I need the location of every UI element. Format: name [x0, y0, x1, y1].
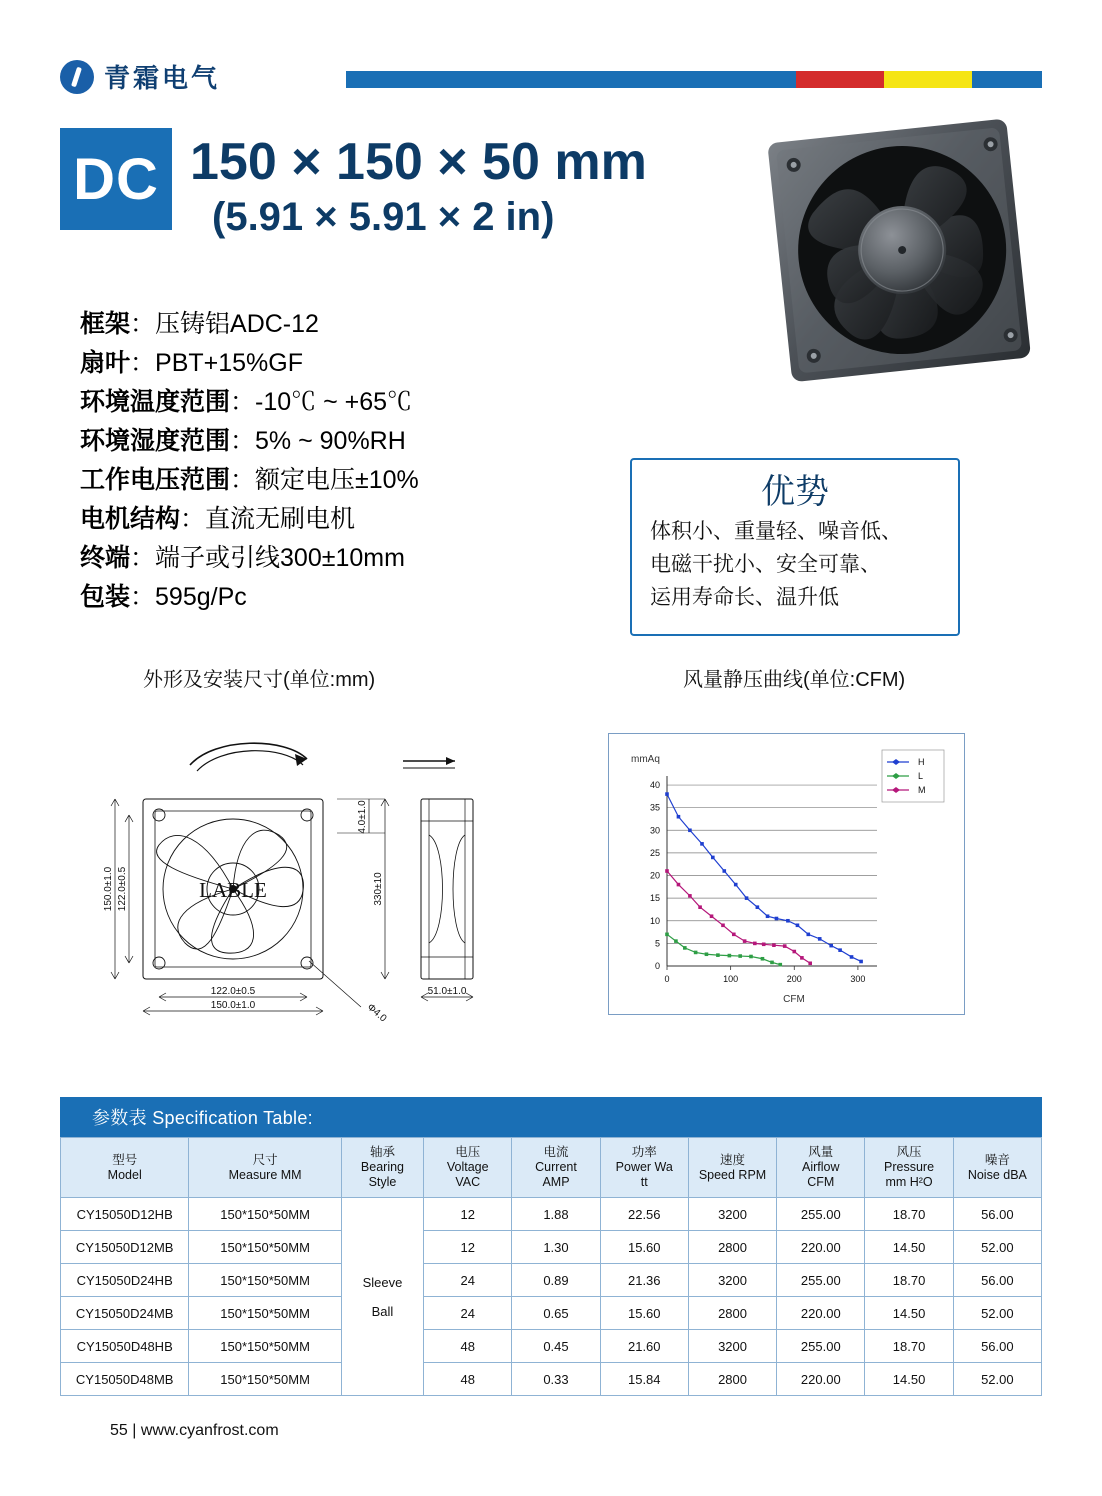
- table-row: [61, 1231, 1042, 1264]
- spec-label: 包装: [80, 583, 131, 611]
- svg-text:30: 30: [649, 825, 660, 836]
- cell-pressure: 18.70: [865, 1264, 953, 1297]
- cell-current: 0.33: [512, 1363, 600, 1396]
- cell-airflow: 220.00: [777, 1297, 865, 1330]
- cell-voltage: 48: [424, 1330, 512, 1363]
- advantage-line-3: 运用寿命长、温升低: [650, 586, 839, 609]
- spec-row: [80, 539, 600, 578]
- page-header: [60, 58, 1042, 110]
- spec-label: 电机结构: [80, 505, 181, 533]
- cell-voltage: 48: [424, 1363, 512, 1396]
- cell-airflow: 255.00: [777, 1198, 865, 1231]
- table-row: [61, 1330, 1042, 1363]
- table-row: [61, 1363, 1042, 1396]
- svg-text:15: 15: [649, 893, 660, 904]
- spec-value: ：595g/Pc: [130, 583, 247, 611]
- cell-current: 0.65: [512, 1297, 600, 1330]
- cell-power: 22.56: [600, 1198, 688, 1231]
- spec-row: [80, 500, 600, 539]
- cell-noise: 52.00: [953, 1297, 1041, 1330]
- header-color-bars: [346, 71, 1042, 88]
- spec-row: [80, 383, 600, 422]
- th-measure: 尺寸 Measure MM: [189, 1138, 341, 1198]
- cell-measure: 150*150*50MM: [189, 1198, 341, 1231]
- svg-text:200: 200: [786, 974, 802, 984]
- dim-depth: 51.0±1.0: [427, 986, 467, 997]
- cell-voltage: 12: [424, 1231, 512, 1264]
- header-bar-blue-right: [972, 71, 1042, 88]
- cell-power: 21.36: [600, 1264, 688, 1297]
- cell-pressure: 18.70: [865, 1198, 953, 1231]
- spec-value: ：端子或引线300±10mm: [130, 544, 405, 572]
- cell-speed: 2800: [688, 1297, 776, 1330]
- table-row: [61, 1297, 1042, 1330]
- th-voltage: 电压 Voltage VAC: [424, 1138, 512, 1198]
- header-bar-blue: [346, 71, 796, 88]
- chart-legend: [882, 750, 944, 802]
- advantage-line-1: 体积小、重量轻、噪音低、: [650, 520, 902, 543]
- legend-label-h: H: [918, 757, 925, 767]
- cell-airflow: 220.00: [777, 1363, 865, 1396]
- spec-value: ：额定电压±10%: [230, 466, 419, 494]
- spec-row: [80, 422, 600, 461]
- spec-row: [80, 461, 600, 500]
- product-photo: [758, 108, 1048, 398]
- cell-airflow: 220.00: [777, 1231, 865, 1264]
- advantage-line-2: 电磁干扰小、安全可靠、: [650, 553, 881, 576]
- cell-bearing: Sleeve Ball: [341, 1198, 423, 1396]
- page-title: 150 × 150 × 50 mm: [190, 133, 647, 191]
- dim-thickness: 4.0±1.0: [357, 800, 368, 834]
- cell-power: 15.60: [600, 1231, 688, 1264]
- svg-text:10: 10: [649, 915, 660, 926]
- cell-pressure: 14.50: [865, 1363, 953, 1396]
- cell-speed: 3200: [688, 1264, 776, 1297]
- cell-noise: 52.00: [953, 1231, 1041, 1264]
- fan-image: [758, 108, 1048, 398]
- cell-voltage: 24: [424, 1264, 512, 1297]
- spec-label: 扇叶: [80, 349, 131, 377]
- th-current: 电流 Current AMP: [512, 1138, 600, 1198]
- cell-model: CY15050D12HB: [61, 1198, 189, 1231]
- page-subtitle: (5.91 × 5.91 × 2 in): [212, 195, 555, 239]
- drawing-caption: 外形及安装尺寸(单位:mm): [143, 669, 376, 691]
- th-model: 型号 Model: [61, 1138, 189, 1198]
- cell-voltage: 24: [424, 1297, 512, 1330]
- cell-speed: 2800: [688, 1231, 776, 1264]
- cell-measure: 150*150*50MM: [189, 1231, 341, 1264]
- legend-label-m: M: [918, 785, 926, 795]
- svg-text:100: 100: [723, 974, 739, 984]
- chart-svg: [609, 734, 964, 1014]
- performance-chart: [608, 733, 965, 1015]
- spec-value: ：直流无刷电机: [180, 505, 356, 533]
- svg-text:0: 0: [664, 974, 670, 984]
- spec-value: ：5% ~ 90%RH: [230, 427, 406, 455]
- brand-name: 青霜电气: [104, 63, 221, 93]
- th-pressure: 风压 Pressure mm H²O: [865, 1138, 953, 1198]
- svg-text:0: 0: [654, 961, 660, 971]
- spec-row: [80, 578, 600, 617]
- cell-pressure: 18.70: [865, 1330, 953, 1363]
- th-noise: 噪音 Noise dBA: [953, 1138, 1041, 1198]
- spec-value: ：压铸铝ADC-12: [130, 310, 319, 338]
- table-title: 参数表 Specification Table:: [60, 1097, 1042, 1137]
- cell-model: CY15050D48HB: [61, 1330, 189, 1363]
- cell-airflow: 255.00: [777, 1330, 865, 1363]
- svg-text:5: 5: [654, 938, 660, 949]
- cell-pressure: 14.50: [865, 1231, 953, 1264]
- brand-logo: [60, 58, 220, 95]
- spec-value: ：-10℃ ~ +65℃: [230, 388, 413, 416]
- cell-model: CY15050D24HB: [61, 1264, 189, 1297]
- circle-logo-icon: [60, 60, 94, 94]
- dim-height-outer: 150.0±1.0: [103, 866, 114, 912]
- header-bar-red: [796, 71, 884, 88]
- cell-measure: 150*150*50MM: [189, 1363, 341, 1396]
- svg-text:40: 40: [649, 780, 660, 791]
- cell-power: 21.60: [600, 1330, 688, 1363]
- cell-noise: 56.00: [953, 1264, 1041, 1297]
- cell-speed: 2800: [688, 1363, 776, 1396]
- spec-label: 框架: [80, 310, 131, 338]
- cell-current: 0.45: [512, 1330, 600, 1363]
- svg-text:35: 35: [649, 802, 660, 813]
- cell-noise: 56.00: [953, 1198, 1041, 1231]
- legend-label-l: L: [918, 771, 924, 781]
- advantage-title: 优势: [761, 473, 829, 511]
- dim-width-outer: 150.0±1.0: [210, 1000, 256, 1011]
- svg-text:20: 20: [649, 870, 660, 881]
- table-header-row: [61, 1138, 1042, 1198]
- spec-label: 终端: [80, 544, 131, 572]
- spec-value: ：PBT+15%GF: [130, 349, 303, 377]
- header-bar-yellow: [884, 71, 972, 88]
- spec-row: [80, 344, 600, 383]
- cell-measure: 150*150*50MM: [189, 1297, 341, 1330]
- th-bearing: 轴承 Bearing Style: [341, 1138, 423, 1198]
- cell-power: 15.60: [600, 1297, 688, 1330]
- chart-xlabel: CFM: [783, 994, 805, 1005]
- spec-label: 工作电压范围: [80, 466, 231, 494]
- advantage-box: [630, 458, 960, 636]
- svg-text:25: 25: [649, 847, 660, 858]
- table-row: [61, 1198, 1042, 1231]
- cell-pressure: 14.50: [865, 1297, 953, 1330]
- cell-noise: 52.00: [953, 1363, 1041, 1396]
- cell-speed: 3200: [688, 1198, 776, 1231]
- cell-current: 1.88: [512, 1198, 600, 1231]
- dim-width-inner: 122.0±0.5: [210, 986, 256, 997]
- cell-model: CY15050D48MB: [61, 1363, 189, 1396]
- dim-lead-length: 330±10: [373, 872, 384, 906]
- table-row: [61, 1264, 1042, 1297]
- cell-measure: 150*150*50MM: [189, 1330, 341, 1363]
- cell-power: 15.84: [600, 1363, 688, 1396]
- spec-label: 环境温度范围: [80, 388, 231, 416]
- cell-current: 1.30: [512, 1231, 600, 1264]
- dim-hole-diameter: Φ4.0: [364, 1001, 389, 1025]
- spec-row: [80, 305, 600, 344]
- cell-model: CY15050D24MB: [61, 1297, 189, 1330]
- chart-caption: 风量静压曲线(单位:CFM): [683, 669, 906, 691]
- cell-noise: 56.00: [953, 1330, 1041, 1363]
- th-airflow: 风量 Airflow CFM: [777, 1138, 865, 1198]
- cell-measure: 150*150*50MM: [189, 1264, 341, 1297]
- cell-current: 0.89: [512, 1264, 600, 1297]
- dimension-drawing: [85, 725, 555, 1025]
- drawing-label-text: LABLE: [199, 878, 267, 902]
- page-footer: 55 | www.cyanfrost.com: [110, 1422, 279, 1439]
- chart-ylabel: mmAq: [631, 754, 660, 765]
- specification-table-section: [60, 1097, 1042, 1396]
- specification-list: [80, 305, 600, 617]
- th-speed: 速度 Speed RPM: [688, 1138, 776, 1198]
- th-power: 功率 Power Wa tt: [600, 1138, 688, 1198]
- dc-badge: DC: [60, 128, 172, 230]
- spec-label: 环境湿度范围: [80, 427, 231, 455]
- cell-speed: 3200: [688, 1330, 776, 1363]
- dim-height-inner: 122.0±0.5: [117, 866, 128, 912]
- cell-airflow: 255.00: [777, 1264, 865, 1297]
- specification-table: [60, 1137, 1042, 1396]
- svg-text:300: 300: [850, 974, 866, 984]
- cell-model: CY15050D12MB: [61, 1231, 189, 1264]
- cell-voltage: 12: [424, 1198, 512, 1231]
